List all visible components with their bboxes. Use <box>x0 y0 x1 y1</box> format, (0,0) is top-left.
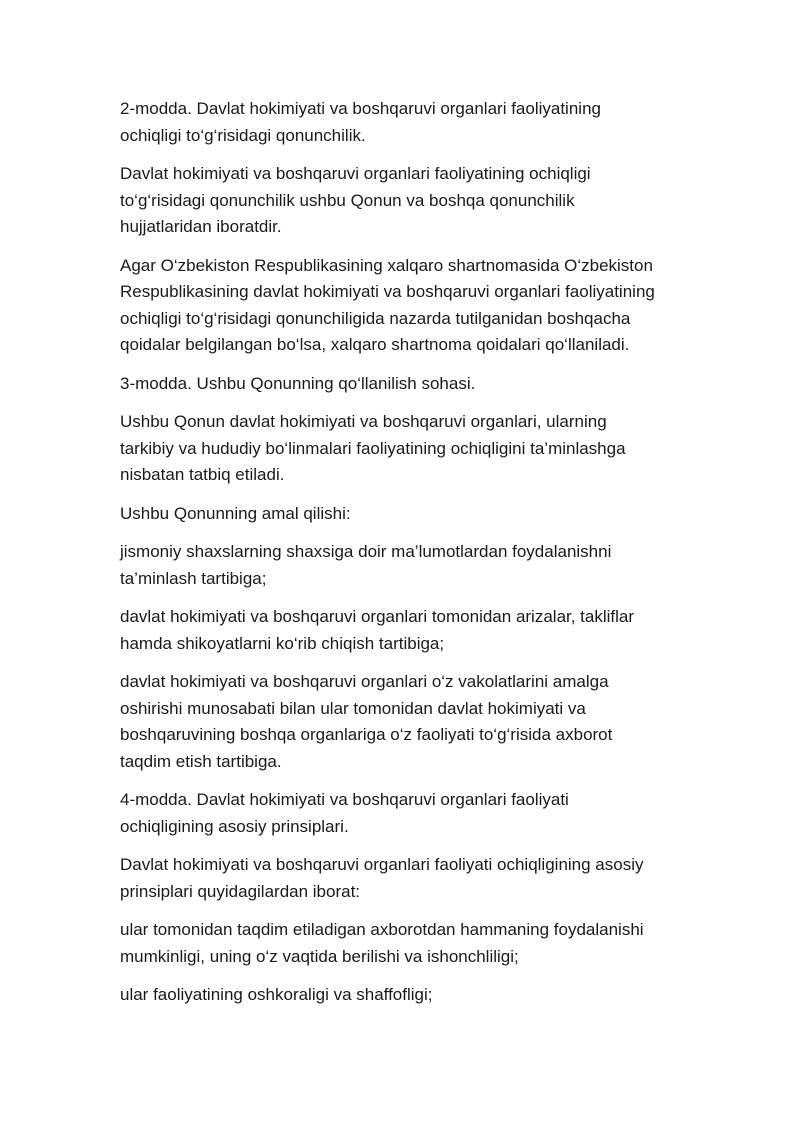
list-item: jismoniy shaxslarning shaxsiga doir ma’lumotlardan foydalanishni ta’minlash tartibiga; <box>120 542 612 588</box>
list-item: davlat hokimiyati va boshqaruvi organlari tomonidan arizalar, takliflar hamda shikoyatlarni ko‘rib chiqish tartibiga; <box>120 607 635 653</box>
document-body <box>120 96 680 1021</box>
paragraph: Davlat hokimiyati va boshqaruvi organlari faoliyatining ochiqligi to‘g‘risidagi qonunchilik ushbu Qonun va boshqa qonunchilik hujjatlaridan iboratdir. <box>120 164 591 236</box>
article-3-heading: 3-modda. Ushbu Qonunning qo‘llanilish sohasi. <box>120 373 476 393</box>
paragraph: Davlat hokimiyati va boshqaruvi organlari faoliyati ochiqligining asosiy prinsiplari quyidagilardan iborat: <box>120 855 644 901</box>
article-4-heading: 4-modda. Davlat hokimiyati va boshqaruvi organlari faoliyati ochiqligining asosiy prinsiplari. <box>120 790 569 836</box>
list-item: davlat hokimiyati va boshqaruvi organlari o‘z vakolatlarini amalga oshirishi munosabati bilan ular tomonidan davlat hokimiyati va boshqaruvining boshqa organlariga o‘z faoliyati to‘g‘risida axborot taqdim etish tartibiga. <box>120 672 613 771</box>
list-item: ular faoliyatining oshkoraligi va shaffofligi; <box>120 985 433 1004</box>
list-item: ular tomonidan taqdim etiladigan axborotdan hammaning foydalanishi mumkinligi, uning o‘z vaqtida berilishi va ishonchliligi; <box>120 920 644 966</box>
paragraph: Ushbu Qonunning amal qilishi: <box>120 503 351 523</box>
paragraph: Ushbu Qonun davlat hokimiyati va boshqaruvi organlari, ularning tarkibiy va hududiy bo‘linmalari faoliyatining ochiqligini ta’minlashga nisbatan tatbiq etiladi. <box>120 412 626 484</box>
article-2-heading: 2-modda. Davlat hokimiyati va boshqaruvi organlari faoliyatining ochiqligi to‘g‘risidagi qonunchilik. <box>120 99 601 145</box>
paragraph: Agar O‘zbekiston Respublikasining xalqaro shartnomasida O‘zbekiston Respublikasining davlat hokimiyati va boshqaruvi organlari faoliyatining ochiqligi to‘g‘risidagi qonunchiligida nazarda tutilganidan boshqacha qoidalar belgilangan bo‘lsa, xalqaro shartnoma qoidalari qo‘llaniladi. <box>120 255 655 354</box>
